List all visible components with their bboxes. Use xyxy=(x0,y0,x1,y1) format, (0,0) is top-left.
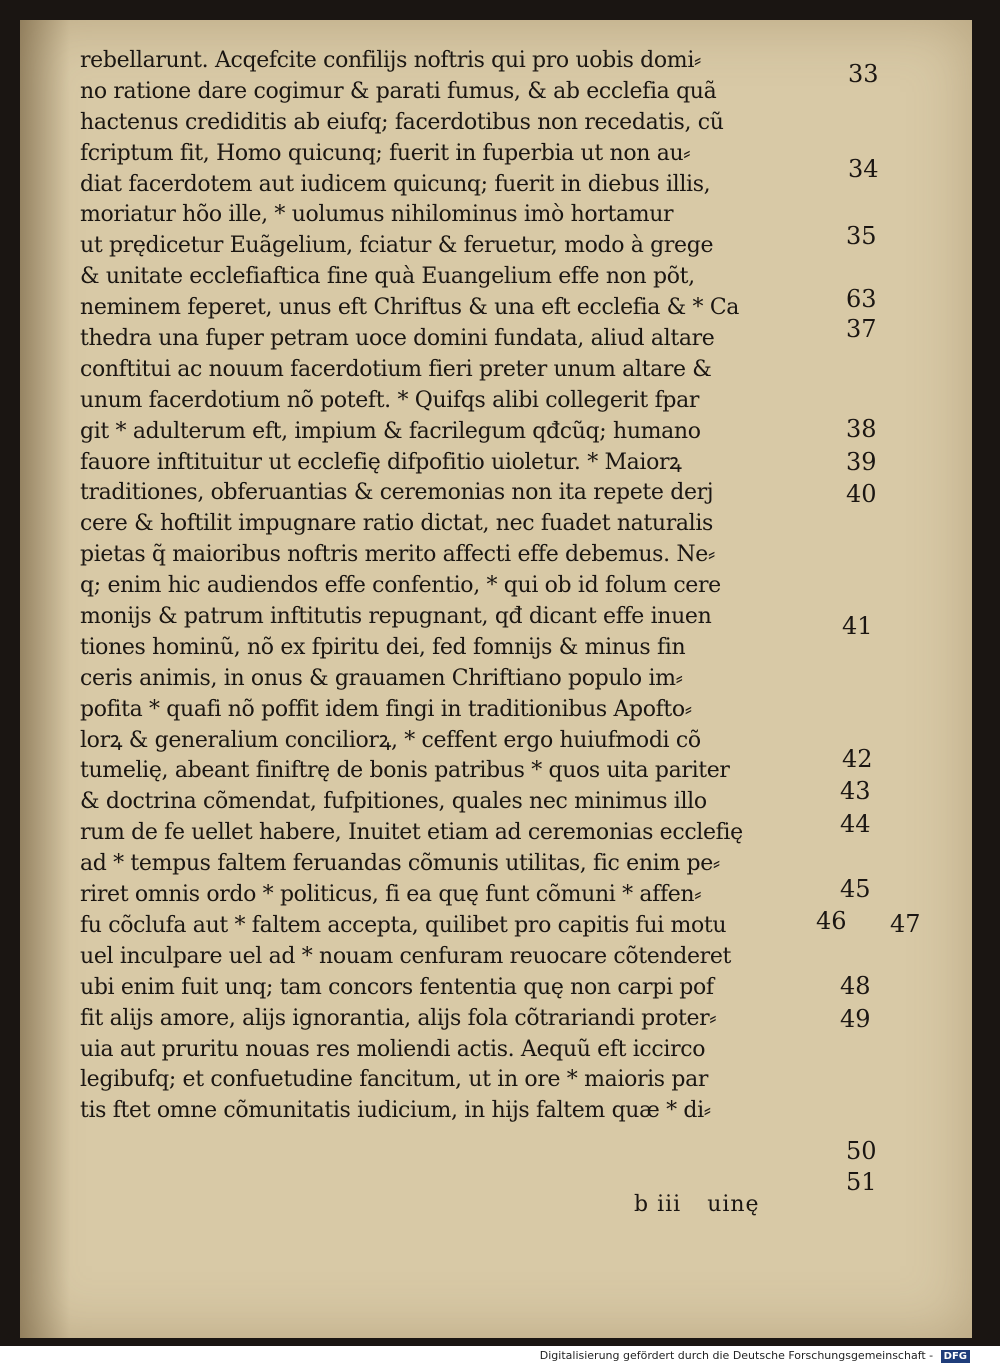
margin-number: 46 xyxy=(816,907,847,935)
catchword: uinę xyxy=(707,1192,760,1217)
margin-number: 42 xyxy=(842,745,873,773)
text-line: thedra una fuper petram uoce domini fundata, aliud altare xyxy=(80,326,715,352)
text-line: tis ftet omne cõmunitatis iudicium, in hijs faltem quæ * di⸗ xyxy=(80,1098,711,1124)
margin-number: 50 xyxy=(846,1137,877,1165)
footer-text: Digitalisierung gefördert durch die Deutsche Forschungsgemeinschaft - xyxy=(539,1349,934,1362)
text-line: cere & hoftilit impugnare ratio dictat, nec fuadet naturalis xyxy=(80,511,713,537)
text-line: & doctrina cõmendat, fufpitiones, quales nec minimus illo xyxy=(80,789,707,815)
text-line: tumelię, abeant finiftrę de bonis patribus * quos uita pariter xyxy=(80,758,730,784)
text-line: monijs & patrum inftitutis repugnant, qđ dicant effe inuen xyxy=(80,604,712,630)
text-line: & unitate ecclefiaftica fine quà Euangelium effe non põt, xyxy=(80,264,695,290)
margin-number: 48 xyxy=(840,972,871,1000)
text-line: fcriptum fit, Homo quicunq; fuerit in fuperbia ut non au⸗ xyxy=(80,140,691,166)
text-line: ceris animis, in onus & grauamen Chriftiano populo im⸗ xyxy=(80,665,683,691)
dfg-logo: DFG xyxy=(941,1350,970,1363)
text-line: no ratione dare cogimur & parati fumus, & ab ecclefia quã xyxy=(80,78,717,104)
margin-number: 51 xyxy=(846,1168,877,1196)
text-line: riret omnis ordo * politicus, fi ea quę funt cõmuni * affen⸗ xyxy=(80,882,702,908)
text-line: traditiones, obferuantias & ceremonias non ita repete derj xyxy=(80,480,714,506)
margin-number: 47 xyxy=(890,910,921,938)
signature-mark: b iii xyxy=(634,1192,682,1217)
margin-number: 45 xyxy=(840,875,871,903)
margin-number: 49 xyxy=(840,1005,871,1033)
margin-number: 63 xyxy=(846,285,877,313)
margin-number: 37 xyxy=(846,315,877,343)
margin-number: 34 xyxy=(848,155,879,183)
margin-number: 38 xyxy=(846,415,877,443)
text-line: hactenus crediditis ab eiufq; facerdotibus non recedatis, cũ xyxy=(80,109,724,135)
text-line: conftitui ac nouum facerdotium fieri preter unum altare & xyxy=(80,356,712,382)
text-line: pietas q̃ maioribus noftris merito affecti effe debemus. Ne⸗ xyxy=(80,542,715,568)
text-line: fit alijs amore, alijs ignorantia, alijs fola cõtrariandi proter⸗ xyxy=(80,1005,717,1031)
text-line: pofita * quafi nõ poffit idem fingi in traditionibus Apofto⸗ xyxy=(80,696,692,722)
text-line: fu cõclufa aut * faltem accepta, quilibet pro capitis fui motu xyxy=(80,912,727,938)
text-line: moriatur hõo ille, * uolumus nihilominus imò hortamur xyxy=(80,202,674,228)
text-line: tiones hominũ, nõ ex fpiritu dei, fed fomnijs & minus fin xyxy=(80,634,686,660)
signature-line xyxy=(634,1192,760,1217)
margin-number: 43 xyxy=(840,777,871,805)
text-line: ut prędicetur Euãgelium, fciatur & feruetur, modo à grege xyxy=(80,233,714,259)
text-line: ad * tempus faltem feruandas cõmunis utilitas, fic enim pe⸗ xyxy=(80,851,720,877)
text-line: q; enim hic audiendos effe confentio, * qui ob id folum cere xyxy=(80,573,721,599)
margin-numbers xyxy=(20,20,972,1338)
book-page xyxy=(20,20,972,1338)
text-line: fauore inftituitur ut ecclefię difpofitio uioletur. * Maiorꝝ xyxy=(80,449,682,475)
text-line: diat facerdotem aut iudicem quicunq; fuerit in diebus illis, xyxy=(80,171,711,197)
margin-number: 40 xyxy=(846,480,877,508)
text-line: rum de fe uellet habere, Inuitet etiam ad ceremonias ecclefię xyxy=(80,820,743,846)
text-line: lorꝝ & generalium conciliorꝝ, * ceffent ergo huiufmodi cõ xyxy=(80,727,701,753)
text-line: git * adulterum eft, impium & facrilegum qđcũq; humano xyxy=(80,418,701,444)
text-line: legibufq; et confuetudine fancitum, ut in ore * maioris par xyxy=(80,1067,709,1093)
margin-number: 41 xyxy=(842,612,873,640)
digitization-footer xyxy=(540,1349,970,1363)
margin-number: 33 xyxy=(848,60,879,88)
text-line: ubi enim fuit unq; tam concors fententia quę non carpi pof xyxy=(80,974,714,1000)
text-line: unum facerdotium nõ poteft. * Quifqs alibi collegerit fpar xyxy=(80,387,700,413)
margin-number: 35 xyxy=(846,222,877,250)
text-line: rebellarunt. Acqefcite confilijs noftris qui pro uobis domi⸗ xyxy=(80,48,701,73)
margin-number: 39 xyxy=(846,448,877,476)
text-line: uel inculpare uel ad * nouam cenfuram reuocare cõtenderet xyxy=(80,943,731,969)
text-line: uia aut pruritu nouas res moliendi actis. Aequũ eft iccirco xyxy=(80,1036,706,1062)
text-line: neminem feperet, unus eft Chriftus & una eft ecclefia & * Ca xyxy=(80,295,740,321)
margin-number: 44 xyxy=(840,810,871,838)
